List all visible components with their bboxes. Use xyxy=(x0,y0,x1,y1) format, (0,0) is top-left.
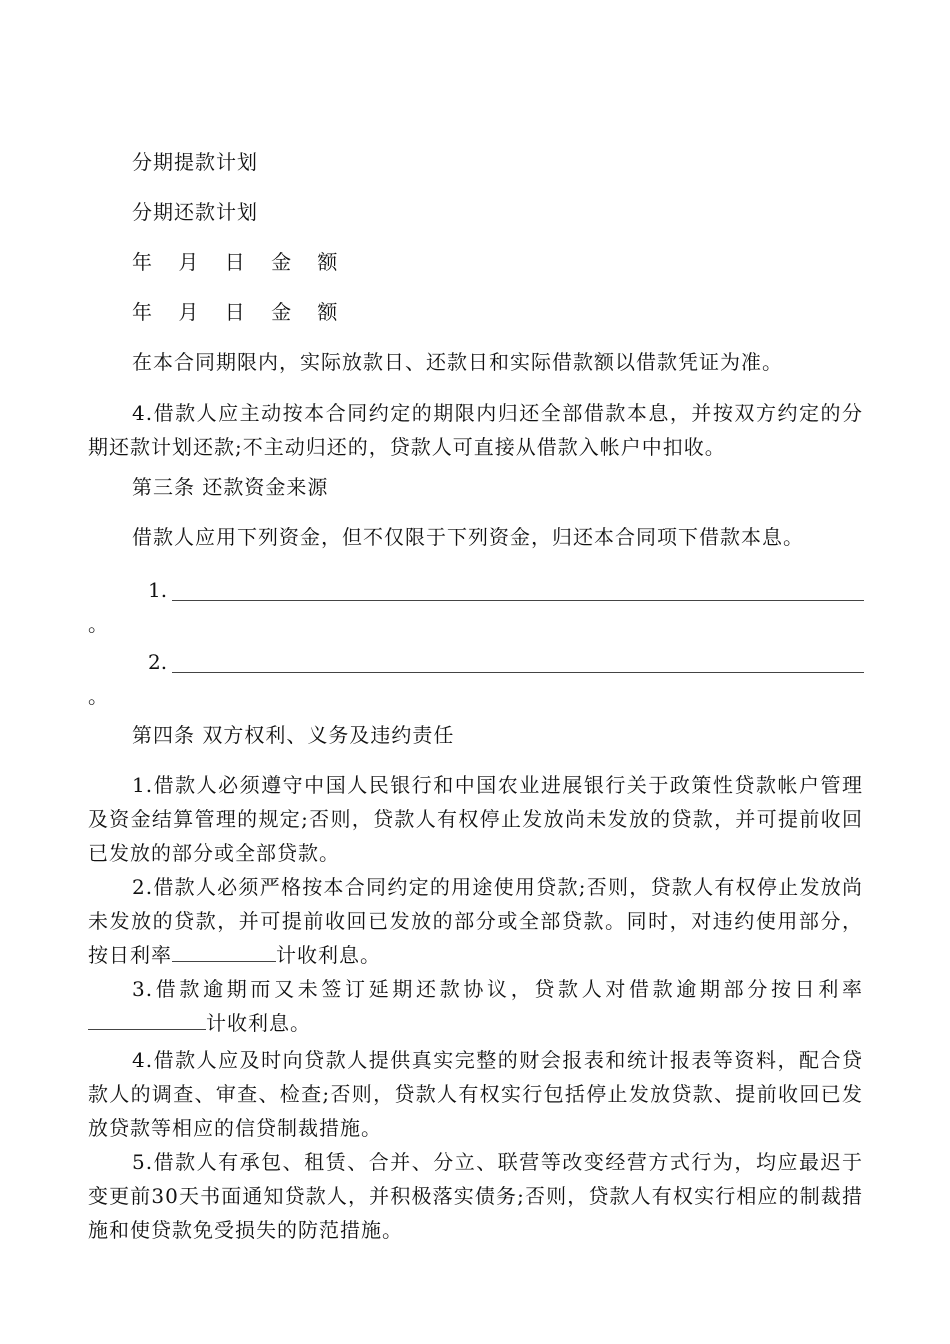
clause-4-3-text: 3.借款逾期而又未签订延期还款协议，贷款人对借款逾期部分按日利率 xyxy=(132,977,863,1001)
repayment-plan-label: 分期还款计划 xyxy=(132,200,258,224)
clause-4-4: 4.借款人应及时向贷款人提供真实完整的财会报表和统计报表等资料，配合贷款人的调查、审查、检查;否则，贷款人有权实行包括停止发放贷款、提前收回已发放贷款等相应的信贷制裁措施。 xyxy=(88,1048,863,1140)
blank-underline xyxy=(172,600,864,601)
overdue-rate-blank xyxy=(88,1007,206,1030)
drawdown-plan-label: 分期提款计划 xyxy=(132,150,258,174)
clause-4-2 xyxy=(88,870,863,972)
fill-in-period: 。 xyxy=(88,684,108,708)
clause-4-5: 5.借款人有承包、租赁、合并、分立、联营等改变经营方式行为，均应最迟于变更前30天书面通知贷款人，并积极落实债务;否则，贷款人有权实行相应的制裁措施和使贷款免受损失的防范措施。 xyxy=(88,1150,863,1242)
fill-in-number: 1. xyxy=(148,578,168,602)
period-clause: 在本合同期限内，实际放款日、还款日和实际借款额以借款凭证为准。 xyxy=(132,350,783,374)
fill-in-number: 2. xyxy=(148,650,168,674)
daily-rate-blank xyxy=(172,939,276,962)
fill-in-line-1 xyxy=(88,573,864,653)
date-amount-row-1: 年 月 日 金 额 xyxy=(132,250,348,274)
article-4-heading: 第四条 双方权利、义务及违约责任 xyxy=(132,723,455,747)
clause-4-3-tail: 计收利息。 xyxy=(206,1011,311,1035)
date-amount-row-2: 年 月 日 金 额 xyxy=(132,300,348,324)
blank-underline xyxy=(172,672,864,673)
clause-2-4: 4.借款人应主动按本合同约定的期限内归还全部借款本息，并按双方约定的分期还款计划还款;不主动归还的，贷款人可直接从借款入帐户中扣收。 xyxy=(88,401,863,459)
clause-4-1: 1.借款人必须遵守中国人民银行和中国农业进展银行关于政策性贷款帐户管理及资金结算管理的规定;否则，贷款人有权停止发放尚未发放的贷款，并可提前收回已发放的部分或全部贷款。 xyxy=(88,773,863,865)
fill-in-period: 。 xyxy=(88,612,108,636)
clause-4-2-text: 2.借款人必须严格按本合同约定的用途使用贷款;否则，贷款人有权停止发放尚未发放的贷款，并可提前收回已发放的部分或全部贷款。同时，对违约使用部分，按日利率 xyxy=(88,875,863,967)
repayment-source-intro: 借款人应用下列资金，但不仅限于下列资金，归还本合同项下借款本息。 xyxy=(132,525,804,549)
clause-4-3 xyxy=(88,972,863,1040)
fill-in-line-2 xyxy=(88,645,864,725)
clause-4-2-tail: 计收利息。 xyxy=(276,943,381,967)
article-3-heading: 第三条 还款资金来源 xyxy=(132,475,329,499)
